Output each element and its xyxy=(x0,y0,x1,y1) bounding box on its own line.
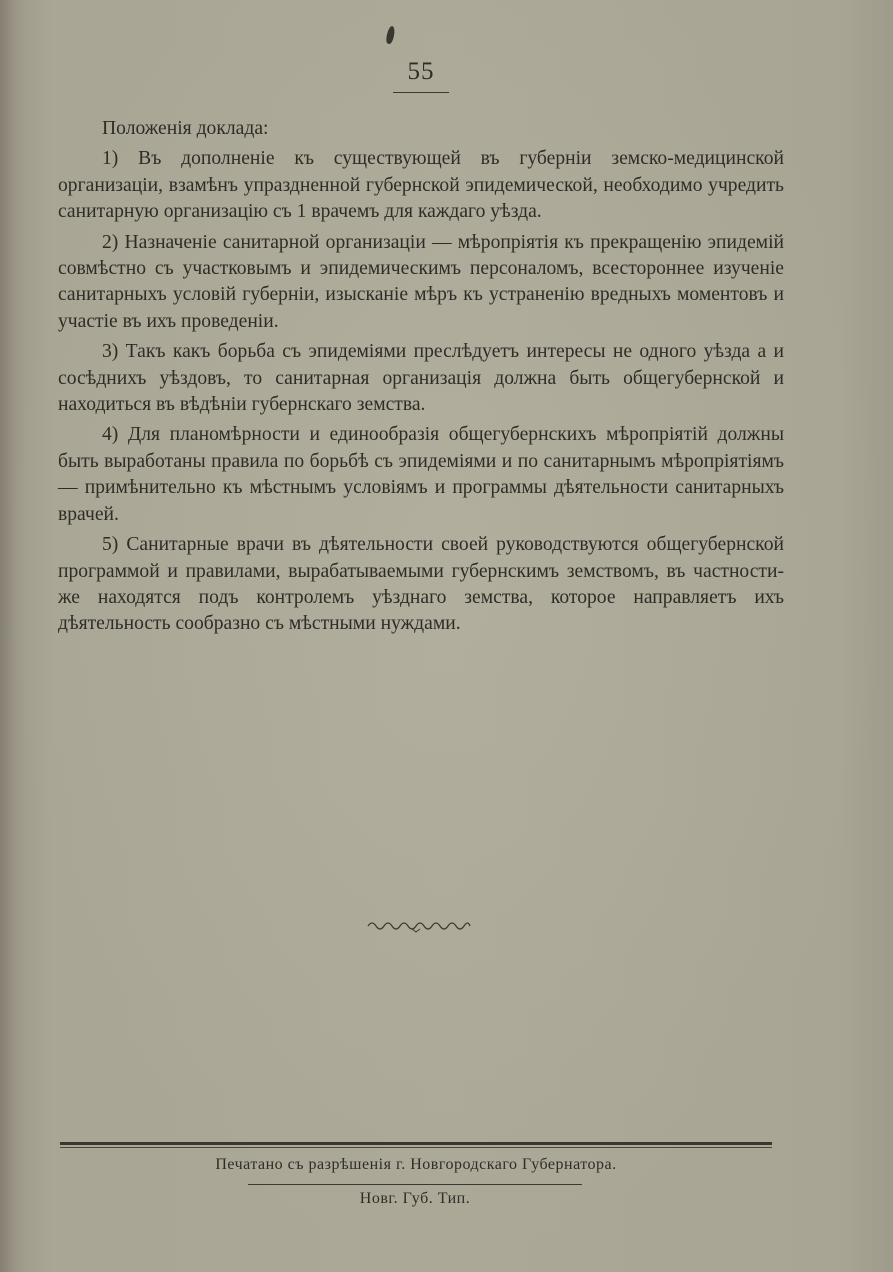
paragraph-3: 3) Такъ какъ борьба съ эпидеміями преслѣдуетъ интересы не одного уѣзда а и сосѣднихъ уѣздовъ, то санитарная организація должна быть общегубернской и находиться въ вѣдѣніи губернскаго земства. xyxy=(58,341,784,416)
page-number: 55 xyxy=(407,58,435,85)
footer-rule-thick xyxy=(60,1142,772,1145)
wavy-ornament xyxy=(366,918,472,934)
paragraph-2: 2) Назначеніе санитарной организаціи — мѣропріятія къ прекращенію эпидемій совмѣстно съ участковымъ и эпидемическимъ персоналомъ, всестороннее изученіе санитарныхъ условій губерніи, изысканіе мѣръ къ устраненію вредныхъ моментовъ и участіе въ ихъ проведеніи. xyxy=(58,231,784,332)
footer-rule-thin xyxy=(60,1147,772,1148)
report-body xyxy=(58,116,784,642)
paragraph-1: 1) Въ дополненіе къ существующей въ губерніи земско-медицинской организаціи, взамѣнъ упраздненной губернской эпидемической, необходимо учредить санитарную организацію съ 1 врачемъ для каждаго уѣзда. xyxy=(58,148,784,223)
page-number-rule xyxy=(393,92,449,93)
report-heading: Положенія доклада: xyxy=(102,118,269,139)
paragraph-5: 5) Санитарные врачи въ дѣятельности своей руководствуются общегубернской программой и правилами, вырабатываемыми губернскимъ земствомъ, въ частности-же находятся подъ контролемъ уѣзднаго земства, которое направляетъ ихъ дѣятельность сообразно съ мѣстными нуждами. xyxy=(58,534,784,635)
printing-house: Новг. Губ. Тип. xyxy=(359,1190,471,1207)
imprint-line: Печатано съ разрѣшенія г. Новгородскаго Губернатора. xyxy=(215,1156,617,1173)
binding-edge xyxy=(0,0,26,1272)
imprint-rule xyxy=(248,1184,582,1185)
ink-blot xyxy=(385,25,396,44)
paragraph-4: 4) Для планомѣрности и единообразія общегубернскихъ мѣропріятій должны быть выработаны правила по борьбѣ съ эпидеміями и по санитарнымъ мѣропріятіямъ — примѣнительно къ мѣстнымъ условіямъ и программы дѣятельности санитарныхъ врачей. xyxy=(58,424,784,525)
